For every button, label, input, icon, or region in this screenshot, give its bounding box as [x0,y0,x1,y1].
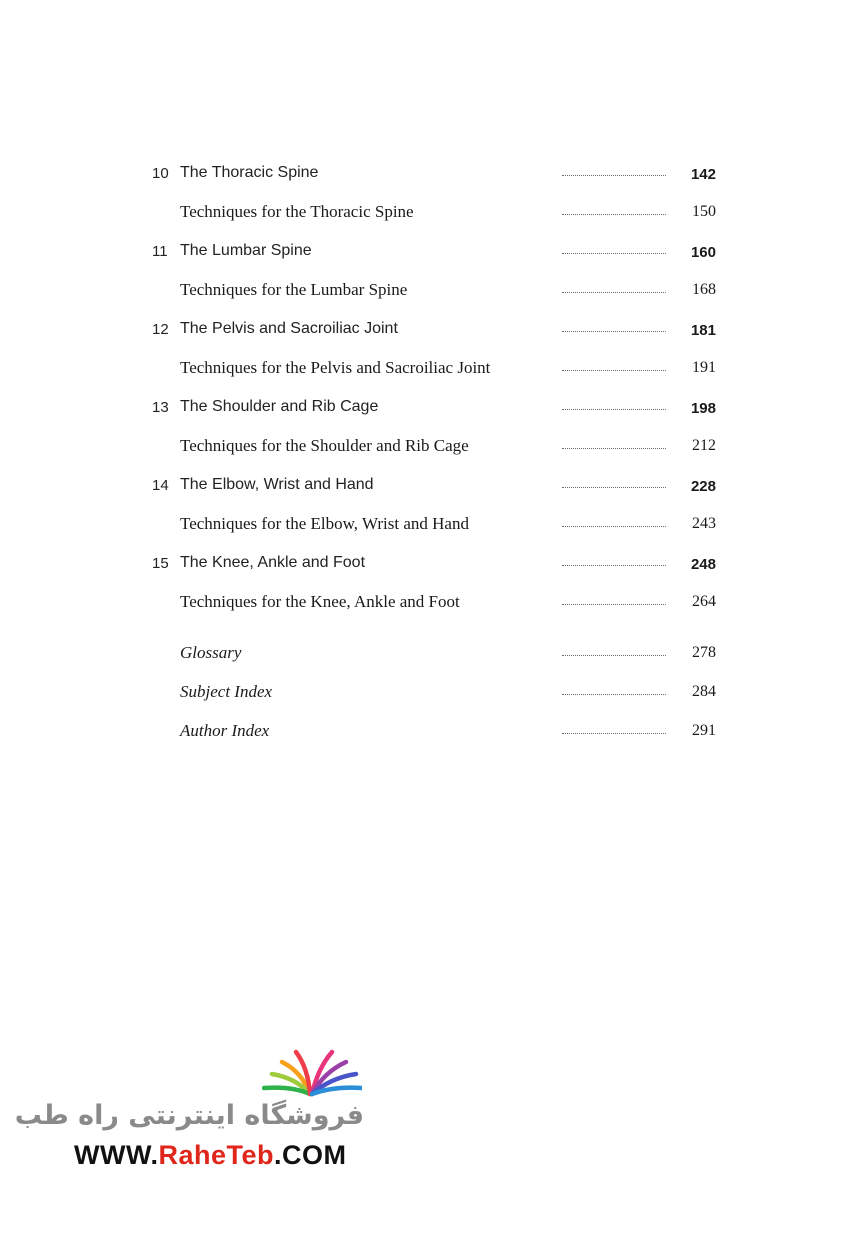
url-brand: RaheTeb [158,1140,274,1170]
toc-entry[interactable] [0,351,868,390]
dot-leader [562,733,666,734]
page-number: 284 [692,683,716,700]
toc-entry[interactable] [0,273,868,312]
page-number: 191 [692,359,716,376]
page-number: 264 [692,593,716,610]
toc-entry[interactable] [0,429,868,468]
toc-entry[interactable] [0,312,868,351]
url-suffix: .COM [274,1140,347,1170]
dot-leader [562,565,666,566]
toc-entry[interactable] [0,234,868,273]
toc-entry-title: Subject Index [180,682,273,701]
dot-leader [562,370,666,371]
toc-entry[interactable] [0,585,868,624]
toc-entry[interactable] [0,636,868,675]
toc-entry[interactable] [0,714,868,753]
page-number: 168 [692,281,716,298]
toc-entry-title: Glossary [180,643,242,662]
chapter-number: 10 [152,165,169,182]
dot-leader [562,409,666,410]
toc-entry-title: The Shoulder and Rib Cage [180,398,379,415]
store-name-persian: فروشگاه اینترنتی راه طب [14,1100,364,1131]
toc-entry[interactable] [0,390,868,429]
open-book-rainbow-icon [262,1048,362,1100]
page-number: 278 [692,644,716,661]
toc-entry[interactable] [0,468,868,507]
page-number: 212 [692,437,716,454]
dot-leader [562,253,666,254]
dot-leader [562,655,666,656]
toc-entry-title: Techniques for the Thoracic Spine [180,202,414,221]
url-prefix: WWW. [74,1140,159,1170]
chapter-number: 12 [152,321,169,338]
page-number: 198 [690,400,716,417]
toc-entry-title: Techniques for the Pelvis and Sacroiliac Joint [180,358,491,377]
toc-entry-title: The Lumbar Spine [180,242,312,259]
toc-entry-title: The Knee, Ankle and Foot [180,554,366,571]
table-of-contents [0,156,868,753]
page-number: 228 [690,478,716,495]
page-number: 243 [692,515,716,532]
toc-entry-title: Techniques for the Shoulder and Rib Cage [180,436,469,455]
page-number: 291 [692,722,716,739]
page-number: 181 [690,322,716,339]
dot-leader [562,526,666,527]
dot-leader [562,694,666,695]
toc-entry[interactable] [0,195,868,234]
store-url[interactable] [74,1140,347,1171]
dot-leader [562,214,666,215]
toc-entry[interactable] [0,156,868,195]
toc-entry-title: The Pelvis and Sacroiliac Joint [180,320,398,337]
chapter-number: 14 [152,477,169,494]
toc-entry[interactable] [0,546,868,585]
dot-leader [562,448,666,449]
page-number: 150 [692,203,716,220]
chapter-number: 13 [152,399,169,416]
dot-leader [562,175,666,176]
toc-entry[interactable] [0,675,868,714]
toc-entry[interactable] [0,507,868,546]
dot-leader [562,331,666,332]
toc-entry-title: Techniques for the Lumbar Spine [180,280,408,299]
toc-entry-title: Techniques for the Elbow, Wrist and Hand [180,514,469,533]
dot-leader [562,604,666,605]
chapter-number: 11 [152,243,168,260]
raheteb-watermark-logo [14,1042,372,1172]
dot-leader [562,487,666,488]
toc-entry-title: The Elbow, Wrist and Hand [180,476,374,493]
toc-entry-title: The Thoracic Spine [180,164,319,181]
dot-leader [562,292,666,293]
page-number: 248 [690,556,716,573]
page-number: 160 [690,244,716,261]
chapter-number: 15 [152,555,169,572]
page-number: 142 [690,166,716,183]
toc-entry-title: Techniques for the Knee, Ankle and Foot [180,592,460,611]
toc-entry-title: Author Index [180,721,270,740]
